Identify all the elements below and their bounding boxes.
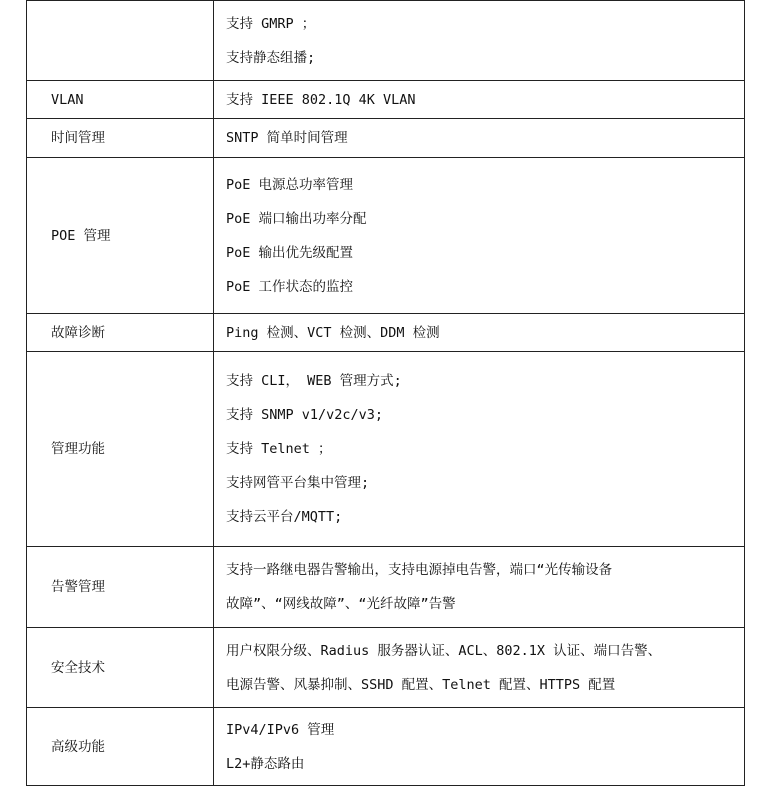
row-values [214,119,745,158]
table-row [27,547,745,628]
row-label: 管理功能 [27,352,214,547]
table-row [27,1,745,81]
value-line: SNTP 简单时间管理 [226,130,348,146]
row-values [214,158,745,314]
value-line: 支持云平台/MQTT; [226,509,343,525]
value-line: 支持 SNMP v1/v2c/v3; [226,407,384,423]
value-line: 用户权限分级、Radius 服务器认证、ACL、802.1X 认证、端口告警、 [226,642,662,659]
row-values [214,1,745,81]
table-row [27,352,745,547]
value-line: 支持 Telnet ； [226,441,332,457]
table-row [27,158,745,314]
table-row [27,628,745,708]
table-row [27,314,745,352]
row-label: 安全技术 [27,628,214,708]
row-values [214,352,745,547]
row-label: 故障诊断 [27,314,214,352]
value-line: PoE 工作状态的监控 [226,278,354,295]
table-row [27,119,745,158]
row-values [214,547,745,628]
value-line: PoE 输出优先级配置 [226,244,354,261]
row-values [214,81,745,119]
value-line: PoE 电源总功率管理 [226,176,354,193]
row-values [214,708,745,786]
value-line: 支持静态组播; [226,49,316,66]
value-line: 支持 GMRP ； [226,15,316,32]
table-row [27,708,745,786]
row-label: VLAN [27,81,214,119]
value-line: 支持一路继电器告警输出，支持电源掉电告警，端口“光传输设备 [226,562,613,578]
spec-table [26,0,745,786]
value-line: 故障”、“网线故障”、“光纤故障”告警 [226,596,456,612]
row-label: 高级功能 [27,708,214,786]
table-row [27,81,745,119]
row-label [27,1,214,81]
value-line: PoE 端口输出功率分配 [226,210,367,227]
value-line: L2+静态路由 [226,755,305,772]
value-line: 支持 CLI， WEB 管理方式; [226,373,402,389]
value-line: 支持 IEEE 802.1Q 4K VLAN [226,91,416,108]
row-label: 告警管理 [27,547,214,628]
row-values [214,314,745,352]
row-values [214,628,745,708]
value-line: IPv4/IPv6 管理 [226,721,335,738]
value-line: Ping 检测、VCT 检测、DDM 检测 [226,324,440,341]
row-label: POE 管理 [27,158,214,314]
value-line: 电源告警、风暴抑制、SSHD 配置、Telnet 配置、HTTPS 配置 [226,676,616,693]
row-label: 时间管理 [27,119,214,158]
value-line: 支持网管平台集中管理; [226,475,370,491]
